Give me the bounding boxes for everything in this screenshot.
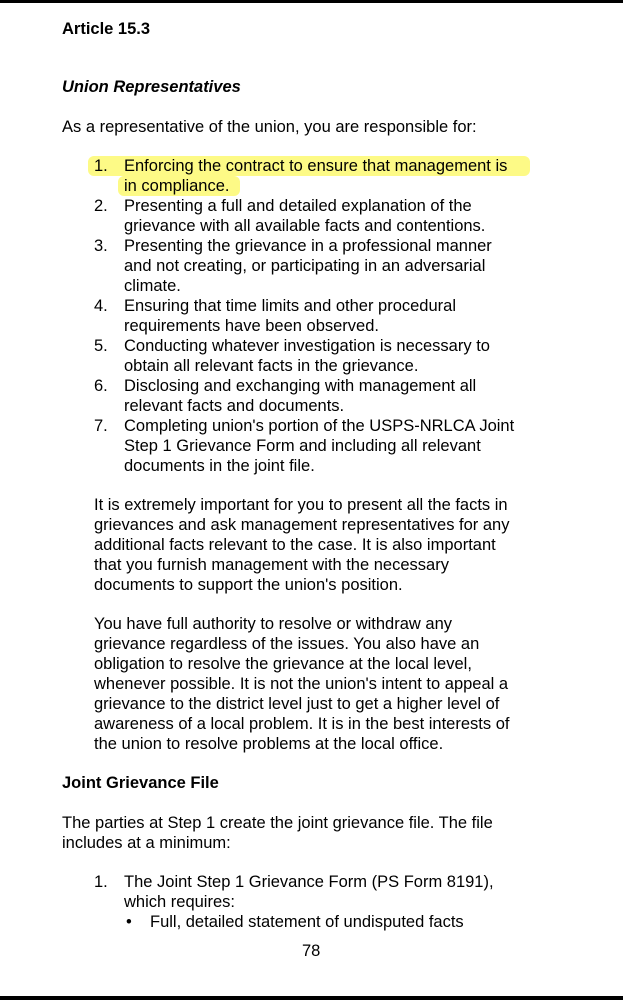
list-item-line: Enforcing the contract to ensure that management is [124,157,508,175]
list-number: 3. [94,237,108,255]
joint-file-heading: Joint Grievance File [62,774,219,792]
list-item-line: requirements have been observed. [124,317,379,335]
list-item-line: relevant facts and documents. [124,397,345,415]
paragraph-line: documents to support the union's position. [94,576,403,594]
list-number: 5. [94,337,108,355]
paragraph-line: You have full authority to resolve or withdraw any [94,615,453,633]
list-item-line: Disclosing and exchanging with management all [124,377,477,395]
list-item-line: in compliance. [124,177,230,195]
paragraph-line: awareness of a local problem. It is in the best interests of [94,715,510,733]
list-item-line: Presenting the grievance in a professional manner [124,237,492,255]
list-item-line: grievance with all available facts and contentions. [124,217,486,235]
bullet-icon: • [126,913,132,931]
paragraph-line: grievances and ask management representatives for any [94,516,510,534]
list-number: 6. [94,377,108,395]
list-item-line: Completing union's portion of the USPS-NRLCA Joint [124,417,515,435]
paragraph-line: grievance to the district level just to get a higher level of [94,695,500,713]
section-title: Union Representatives [62,78,241,96]
list-number: 4. [94,297,108,315]
list-item-line: Step 1 Grievance Form and including all relevant [124,437,481,455]
paragraph-line: includes at a minimum: [62,834,231,852]
list-item-line: obtain all relevant facts in the grievance. [124,357,419,375]
paragraph-line: obligation to resolve the grievance at the local level, [94,655,472,673]
list-number: 1. [94,873,108,891]
list-item-line: Presenting a full and detailed explanation of the [124,197,472,215]
bottom-border [0,996,623,1000]
list-number: 2. [94,197,108,215]
top-border [0,0,623,3]
paragraph-line: that you furnish management with the necessary [94,556,449,574]
list-item-line: Ensuring that time limits and other procedural [124,297,456,315]
paragraph-line: additional facts relevant to the case. It is also important [94,536,496,554]
paragraph-line: The parties at Step 1 create the joint grievance file. The file [62,814,493,832]
paragraph-line: the union to resolve problems at the local office. [94,735,444,753]
list-number: 7. [94,417,108,435]
list-number: 1. [94,157,108,175]
article-heading: Article 15.3 [62,20,151,38]
list-item-line: and not creating, or participating in an adversarial [124,257,486,275]
list-item-line: climate. [124,277,181,295]
paragraph-line: grievance regardless of the issues. You also have an [94,635,480,653]
list-item-line: documents in the joint file. [124,457,315,475]
list-item-line: which requires: [124,893,235,911]
paragraph-line: whenever possible. It is not the union's intent to appeal a [94,675,509,693]
intro-text: As a representative of the union, you are responsible for: [62,118,477,136]
paragraph-line: It is extremely important for you to present all the facts in [94,496,508,514]
bullet-item: Full, detailed statement of undisputed facts [150,913,464,931]
list-item-line: Conducting whatever investigation is necessary to [124,337,490,355]
list-item-line: The Joint Step 1 Grievance Form (PS Form 8191), [124,873,494,891]
page-number: 78 [302,942,321,960]
